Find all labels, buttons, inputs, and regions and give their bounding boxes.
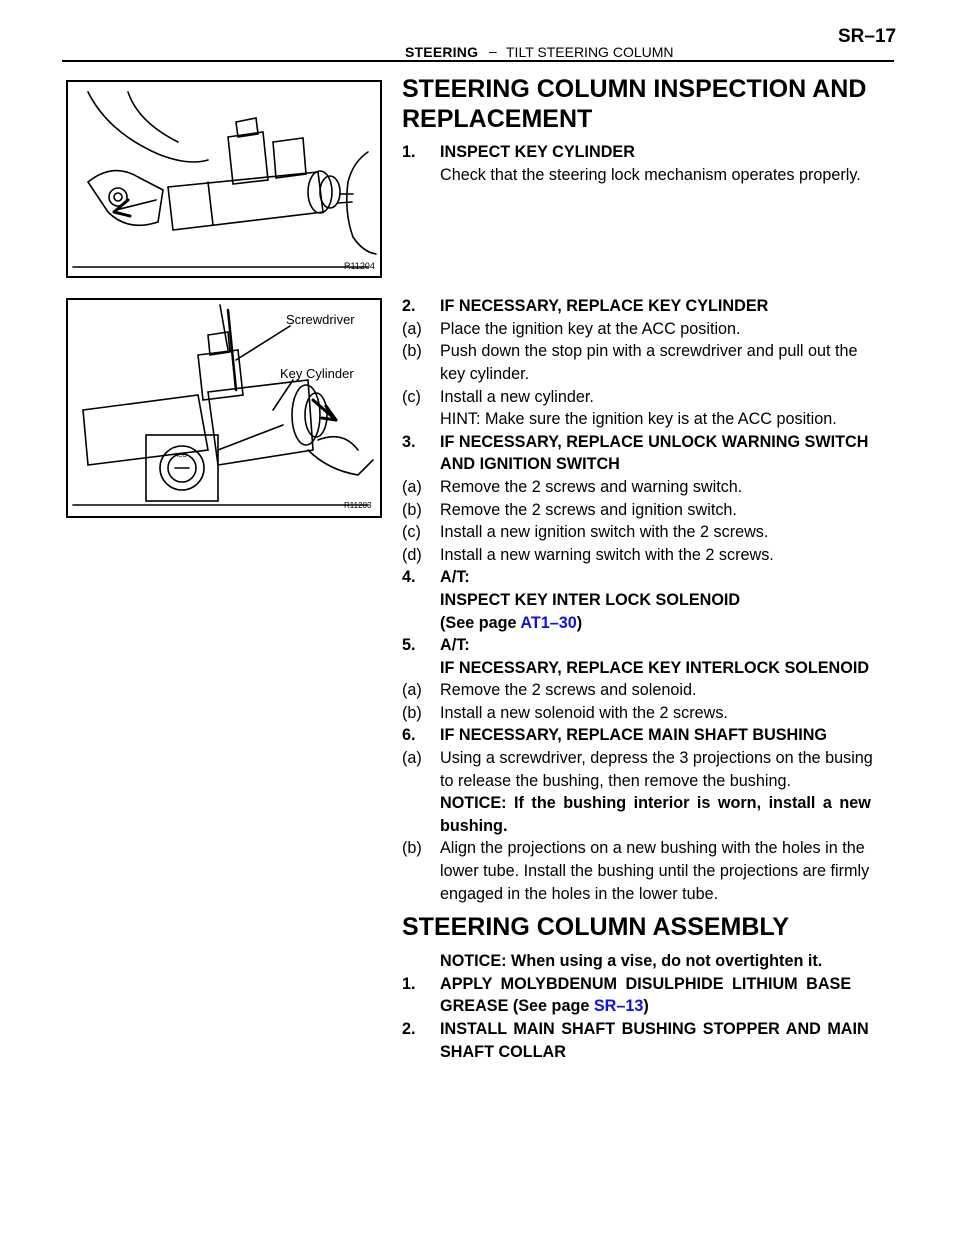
step-text: INSPECT KEY CYLINDER	[440, 143, 635, 161]
reference-prefix: GREASE (See page	[440, 997, 594, 1016]
step-number: 1.	[402, 974, 416, 993]
notice-text: NOTICE: When using a vise, do not overtighten it.	[440, 952, 823, 971]
section-title-assembly: STEERING COLUMN ASSEMBLY	[402, 913, 790, 942]
step-number: 5.	[402, 636, 416, 655]
substep-text: Install a new warning switch with the 2 screws.	[440, 545, 774, 564]
step-6b	[402, 837, 900, 905]
substep-letter: (a)	[402, 749, 422, 768]
label-screwdriver: Screwdriver	[286, 312, 355, 327]
step-number: 6.	[402, 726, 416, 745]
header-subsection: TILT STEERING COLUMN	[506, 44, 674, 60]
substep-text: Install a new solenoid with the 2 screws.	[440, 703, 728, 722]
hint-text: HINT: Make sure the ignition key is at the ACC position.	[440, 410, 837, 429]
substep-letter: (b)	[402, 703, 422, 722]
substep-text: Remove the 2 screws and ignition switch.	[440, 500, 737, 519]
figure-key-cylinder-replacement	[66, 298, 382, 518]
section-title-inspection	[402, 74, 900, 134]
substep-text: Push down the stop pin with a screwdriver and pull out the	[440, 342, 858, 361]
step-text: IF NECESSARY, REPLACE UNLOCK WARNING SWITCH	[440, 432, 869, 451]
substep-text: key cylinder.	[440, 364, 530, 383]
header-separator: –	[489, 43, 497, 59]
step-number: 3.	[402, 432, 416, 451]
step-2a	[402, 318, 900, 341]
reference-suffix: )	[576, 613, 583, 632]
step-2c	[402, 386, 900, 431]
substep-letter: (c)	[402, 523, 421, 542]
assembly-step-1	[402, 973, 900, 1018]
substep-text: Remove the 2 screws and solenoid.	[440, 681, 697, 700]
substep-letter: (a)	[402, 681, 422, 700]
assembly-notice	[402, 950, 900, 973]
reference-suffix: )	[643, 997, 649, 1016]
label-acc: ACC	[174, 453, 187, 459]
step-number: 4.	[402, 568, 416, 587]
step-text: AND IGNITION SWITCH	[440, 455, 620, 474]
step-5b	[402, 702, 900, 725]
step-text: INSPECT KEY INTER LOCK SOLENOID	[440, 590, 741, 609]
assembly-step-2	[402, 1018, 900, 1063]
title-line: REPLACEMENT	[402, 105, 593, 133]
substep-letter: (b)	[402, 500, 422, 519]
step-text: SHAFT COLLAR	[440, 1042, 566, 1061]
substep-text: lower tube. Install the bushing until the projections are firmly	[440, 862, 870, 881]
step-2b	[402, 340, 900, 385]
step-3b	[402, 499, 900, 522]
reference-prefix: (See page	[440, 613, 521, 632]
step-text: IF NECESSARY, REPLACE MAIN SHAFT BUSHING	[440, 726, 828, 745]
header-rule	[62, 60, 894, 62]
substep-text: Install a new ignition switch with the 2 screws.	[440, 523, 769, 542]
step-4	[402, 566, 900, 634]
step-text: APPLY MOLYBDENUM DISULPHIDE LITHIUM BASE	[440, 974, 852, 993]
step-6-title	[402, 724, 900, 747]
figure-code: R11204	[344, 261, 375, 271]
substep-text: Install a new cylinder.	[440, 387, 594, 406]
step-text	[440, 995, 900, 1018]
substep-text: Align the projections on a new bushing with the holes in the	[440, 839, 865, 858]
step-5a	[402, 679, 900, 702]
page-number: SR–17	[838, 26, 897, 47]
substep-letter: (d)	[402, 545, 422, 564]
step-text: IF NECESSARY, REPLACE KEY CYLINDER	[440, 297, 769, 316]
figure-key-cylinder-inspection	[66, 80, 382, 278]
step-1-text	[402, 164, 900, 187]
substep-text: Using a screwdriver, depress the 3 projections on the busing	[440, 749, 873, 768]
page-reference	[440, 612, 900, 635]
substep-letter: (c)	[402, 387, 421, 406]
step-text: Check that the steering lock mechanism operates properly.	[440, 165, 861, 184]
substep-letter: (b)	[402, 342, 422, 361]
title-line: STEERING COLUMN INSPECTION AND	[402, 75, 867, 103]
label-key-cylinder: Key Cylinder	[280, 366, 354, 381]
substep-text: Remove the 2 screws and warning switch.	[440, 477, 743, 496]
page-link-at1-30[interactable]: AT1–30	[520, 613, 577, 632]
notice-text: bushing.	[440, 816, 508, 835]
step-2-title	[402, 295, 900, 318]
step-text: INSTALL MAIN SHAFT BUSHING STOPPER AND MAIN	[440, 1020, 869, 1038]
step-3-title	[402, 431, 900, 476]
step-condition: A/T:	[440, 636, 470, 655]
step-3a	[402, 476, 900, 499]
step-5	[402, 634, 900, 679]
header-section: STEERING	[405, 44, 479, 60]
key-cylinder-removal-illustration	[68, 300, 380, 516]
page-link-sr-13[interactable]: SR–13	[593, 997, 644, 1016]
substep-letter: (a)	[402, 477, 422, 496]
substep-text: Place the ignition key at the ACC position.	[440, 319, 741, 338]
step-number: 2.	[402, 1020, 416, 1038]
substep-letter: (b)	[402, 839, 422, 858]
figure-code: R11203	[344, 501, 372, 510]
substep-text: to release the bushing, then remove the bushing.	[440, 771, 791, 790]
page-header	[0, 0, 960, 64]
notice-text: NOTICE: If the bushing interior is worn, install a new	[440, 794, 871, 813]
substep-letter: (a)	[402, 319, 422, 338]
substep-text: engaged in the holes in the lower tube.	[440, 884, 719, 903]
step-number: 2.	[402, 297, 416, 316]
step-3c	[402, 521, 900, 544]
step-3d	[402, 544, 900, 567]
step-text: IF NECESSARY, REPLACE KEY INTERLOCK SOLENOID	[440, 658, 870, 677]
step-number: 1.	[402, 143, 416, 161]
step-6a	[402, 747, 900, 837]
step-condition: A/T:	[440, 568, 470, 587]
steering-column-illustration	[68, 82, 380, 276]
main-content	[402, 74, 900, 1063]
step-1-title	[402, 141, 900, 164]
